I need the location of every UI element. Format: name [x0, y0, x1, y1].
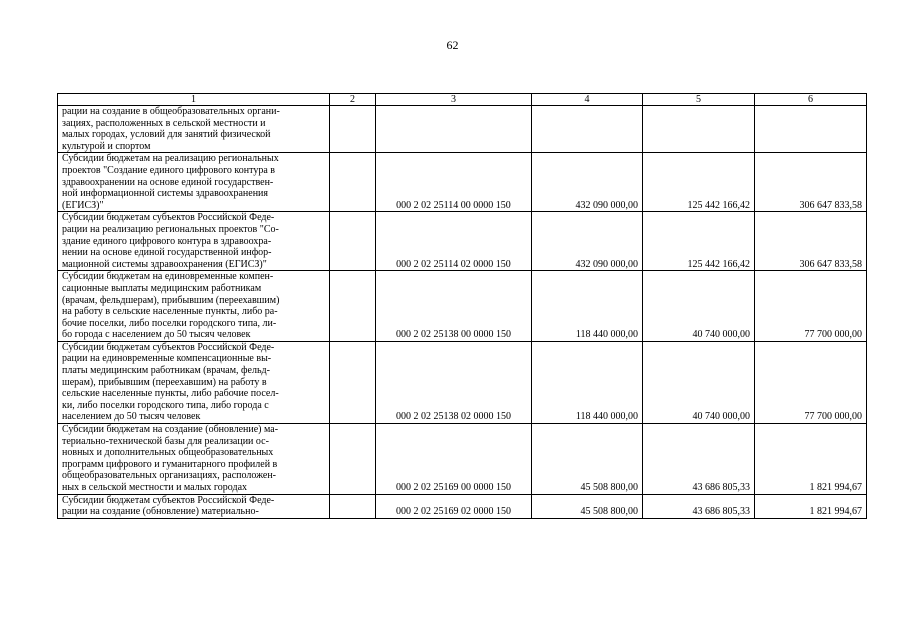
cell-executed: 125 442 166,42 — [643, 212, 755, 271]
description-line: здание единого цифрового контура в здравоохра- — [62, 235, 272, 247]
column-header: 5 — [643, 94, 755, 106]
description-line: сельские населенные пункты, либо рабочие посел- — [62, 388, 279, 400]
description-line: рации на создание в общеобразовательных органи- — [62, 106, 280, 117]
description-line: бо города с населением до 50 тысяч человек — [62, 329, 251, 341]
row-description — [58, 424, 330, 495]
table-row — [58, 341, 867, 423]
description-line: зациях, расположенных в сельской местности и — [62, 117, 266, 129]
column-header: 2 — [330, 94, 376, 106]
row-description — [58, 153, 330, 212]
description-line: платы медицинским работникам (врачам, фельд- — [62, 365, 270, 377]
cell-approved: 45 508 800,00 — [532, 424, 643, 495]
description-line: мационной системы здравоохранения (ЕГИСЗ)" — [62, 258, 267, 270]
description-line: ных в сельской местности и малых городах — [62, 482, 248, 493]
row-description — [58, 271, 330, 342]
table-row — [58, 212, 867, 271]
budget-table — [57, 93, 867, 519]
description-line: ной информационной системы здравоохранения — [62, 188, 269, 200]
description-line: (ЕГИСЗ)" — [62, 199, 104, 211]
description-line: териально-технической базы для реализации ос- — [62, 435, 269, 447]
description-line: нении на основе единой государственной инфор- — [62, 247, 272, 259]
description-line: (врачам, фельдшерам), прибывшим (переехавшим) — [62, 294, 280, 306]
description-line: шерам), прибывшим (переехавшим) на работу в — [62, 376, 267, 388]
table-row — [58, 153, 867, 212]
cell-budget-code — [376, 106, 532, 153]
cell-col2 — [330, 153, 376, 212]
cell-remaining: 1 821 994,67 — [755, 424, 867, 495]
description-line: бочие поселки, либо поселки городского типа, ли- — [62, 317, 277, 329]
description-line: здравоохранении на основе единой государствен- — [62, 176, 274, 188]
column-header: 3 — [376, 94, 532, 106]
column-header: 6 — [755, 94, 867, 106]
cell-col2 — [330, 271, 376, 342]
description-line: сационные выплаты медицинским работникам — [62, 282, 262, 294]
cell-approved: 118 440 000,00 — [532, 341, 643, 423]
row-description — [58, 341, 330, 423]
table-row — [58, 494, 867, 518]
cell-col2 — [330, 424, 376, 495]
cell-executed: 40 740 000,00 — [643, 271, 755, 342]
table-header-row — [58, 94, 867, 106]
description-line: Субсидии бюджетам субъектов Российской Феде- — [62, 494, 275, 506]
description-line: малых городах, условий для занятий физической — [62, 129, 271, 141]
description-line: на работу в сельские населенные пункты, либо ра- — [62, 306, 278, 318]
description-line: рации на реализацию региональных проектов "Со- — [62, 223, 279, 235]
cell-budget-code: 000 2 02 25169 02 0000 150 — [376, 494, 532, 518]
cell-remaining: 1 821 994,67 — [755, 494, 867, 518]
description-line: Субсидии бюджетам на единовременные компен- — [62, 271, 274, 283]
cell-remaining: 306 647 833,58 — [755, 212, 867, 271]
description-line: Субсидии бюджетам субъектов Российской Феде- — [62, 212, 275, 224]
page-number: 62 — [446, 38, 459, 52]
table-row — [58, 424, 867, 495]
cell-executed: 43 686 805,33 — [643, 494, 755, 518]
cell-budget-code: 000 2 02 25138 02 0000 150 — [376, 341, 532, 423]
description-line: ки, либо поселки городского типа, либо города с — [62, 399, 269, 411]
cell-budget-code: 000 2 02 25114 02 0000 150 — [376, 212, 532, 271]
description-line: новных и дополнительных общеобразовательных — [62, 447, 274, 459]
cell-remaining: 77 700 000,00 — [755, 341, 867, 423]
table-row — [58, 271, 867, 342]
description-line: Субсидии бюджетам на создание (обновление) ма- — [62, 424, 279, 436]
cell-remaining — [755, 106, 867, 153]
cell-executed: 40 740 000,00 — [643, 341, 755, 423]
cell-remaining: 77 700 000,00 — [755, 271, 867, 342]
description-line: рации на единовременные компенсационные вы- — [62, 353, 272, 365]
cell-remaining: 306 647 833,58 — [755, 153, 867, 212]
column-header: 4 — [532, 94, 643, 106]
cell-executed: 43 686 805,33 — [643, 424, 755, 495]
description-line: рации на создание (обновление) материально- — [62, 506, 259, 518]
table-row — [58, 106, 867, 153]
cell-executed: 125 442 166,42 — [643, 153, 755, 212]
cell-executed — [643, 106, 755, 153]
description-line: населением до 50 тысяч человек — [62, 411, 201, 423]
description-line: общеобразовательных организациях, расположен- — [62, 470, 277, 482]
cell-col2 — [330, 106, 376, 153]
row-description — [58, 106, 330, 153]
description-line: проектов "Создание единого цифрового контура в — [62, 164, 276, 176]
cell-col2 — [330, 494, 376, 518]
cell-budget-code: 000 2 02 25169 00 0000 150 — [376, 424, 532, 495]
row-description — [58, 494, 330, 518]
cell-budget-code: 000 2 02 25114 00 0000 150 — [376, 153, 532, 212]
description-line: Субсидии бюджетам субъектов Российской Феде- — [62, 341, 275, 353]
description-line: культурой и спортом — [62, 140, 151, 152]
column-header: 1 — [58, 94, 330, 106]
cell-col2 — [330, 341, 376, 423]
cell-budget-code: 000 2 02 25138 00 0000 150 — [376, 271, 532, 342]
description-line: программ цифрового и гуманитарного профилей в — [62, 458, 278, 470]
cell-approved: 118 440 000,00 — [532, 271, 643, 342]
cell-approved — [532, 106, 643, 153]
cell-approved: 432 090 000,00 — [532, 212, 643, 271]
cell-approved: 45 508 800,00 — [532, 494, 643, 518]
cell-col2 — [330, 212, 376, 271]
description-line: Субсидии бюджетам на реализацию региональных — [62, 153, 279, 165]
cell-approved: 432 090 000,00 — [532, 153, 643, 212]
row-description — [58, 212, 330, 271]
